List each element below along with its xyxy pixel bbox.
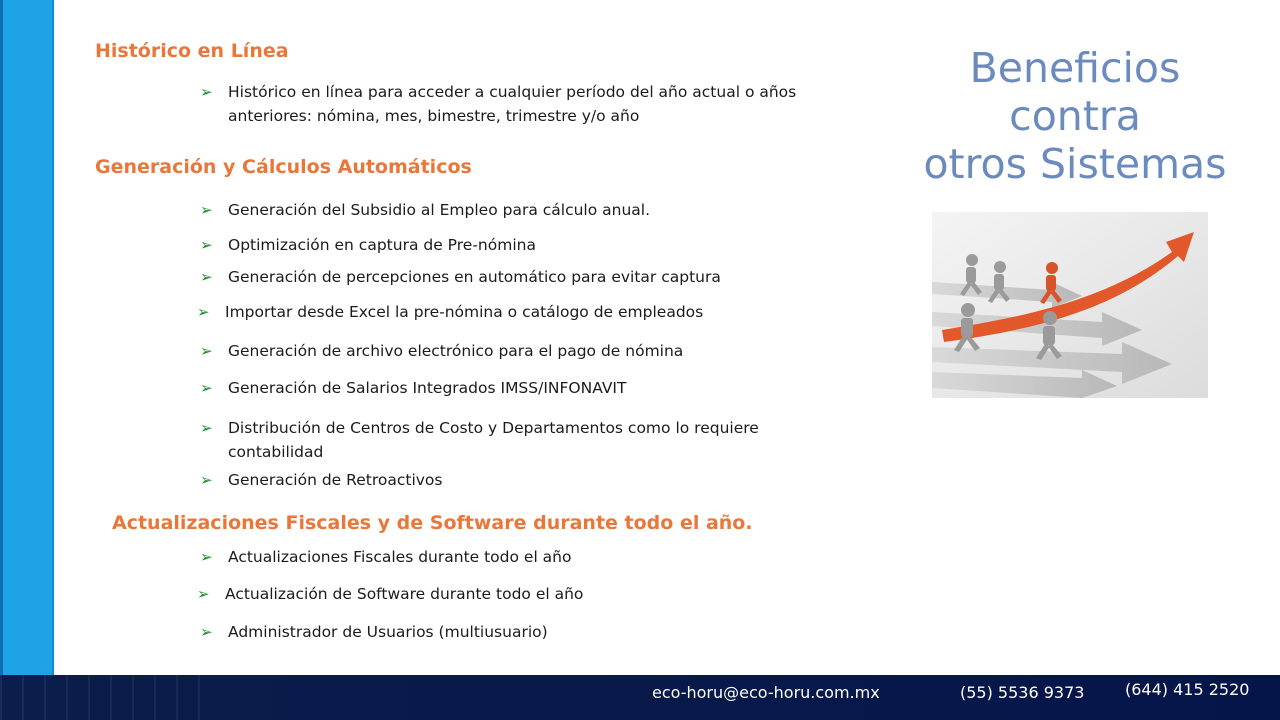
footer-phone-1: (55) 5536 9373 [960,683,1085,702]
footer-phone-2: (644) 415 2520 [1125,680,1250,699]
list-item [200,198,860,222]
list-item [200,620,860,644]
list-item [200,416,780,466]
section-heading-actualizaciones: Actualizaciones Fiscales y de Software durante todo el año. [112,512,753,534]
list-item [200,265,860,289]
arrow-bullet-icon: ➢ [200,419,213,437]
footer-email: eco-horu@eco-horu.com.mx [652,683,880,702]
left-accent-bar [0,0,54,675]
runners-arrows-illustration [932,212,1208,398]
slide-title [905,44,1245,188]
list-item-text: Actualización de Software durante todo el año [225,585,584,603]
section-heading-generacion: Generación y Cálculos Automáticos [95,156,472,178]
arrow-bullet-icon: ➢ [200,268,213,286]
list-item-text: Histórico en línea para acceder a cualquier período del año actual o años anteriores: nómina, mes, bimestre, trimestre y/o año [228,83,797,125]
list-item [200,233,860,257]
list-item-text: Distribución de Centros de Costo y Departamentos como lo requiere contabilidad [228,419,759,461]
section-heading-historico: Histórico en Línea [95,40,289,62]
arrow-bullet-icon: ➢ [200,83,213,101]
list-item-text: Importar desde Excel la pre-nómina o catálogo de empleados [225,303,704,321]
list-item [200,468,860,492]
arrow-bullet-icon: ➢ [200,623,213,641]
arrow-bullet-icon: ➢ [197,585,210,603]
arrow-bullet-icon: ➢ [200,236,213,254]
arrow-bullet-icon: ➢ [200,379,213,397]
list-item-text: Administrador de Usuarios (multiusuario) [228,623,548,641]
list-item [197,300,857,324]
list-item-text: Generación de Salarios Integrados IMSS/INFONAVIT [228,379,627,397]
arrow-bullet-icon: ➢ [200,548,213,566]
list-item-text: Optimización en captura de Pre-nómina [228,236,536,254]
arrow-bullet-icon: ➢ [197,303,210,321]
list-item-text: Generación de Retroactivos [228,471,443,489]
list-item-text: Generación de archivo electrónico para el pago de nómina [228,342,684,360]
list-item [200,376,860,400]
arrow-bullet-icon: ➢ [200,201,213,219]
list-item-text: Actualizaciones Fiscales durante todo el año [228,548,572,566]
list-item-text: Generación de percepciones en automático para evitar captura [228,268,721,286]
list-item [197,582,857,606]
footer-bar [0,675,1280,720]
list-item [200,339,860,363]
slide-title-line1: Beneficios contra [969,44,1181,140]
list-item [200,545,860,569]
arrow-bullet-icon: ➢ [200,342,213,360]
list-item [200,80,860,130]
list-item-text: Generación del Subsidio al Empleo para cálculo anual. [228,201,651,219]
slide-title-line2: otros Sistemas [923,140,1227,188]
arrow-bullet-icon: ➢ [200,471,213,489]
